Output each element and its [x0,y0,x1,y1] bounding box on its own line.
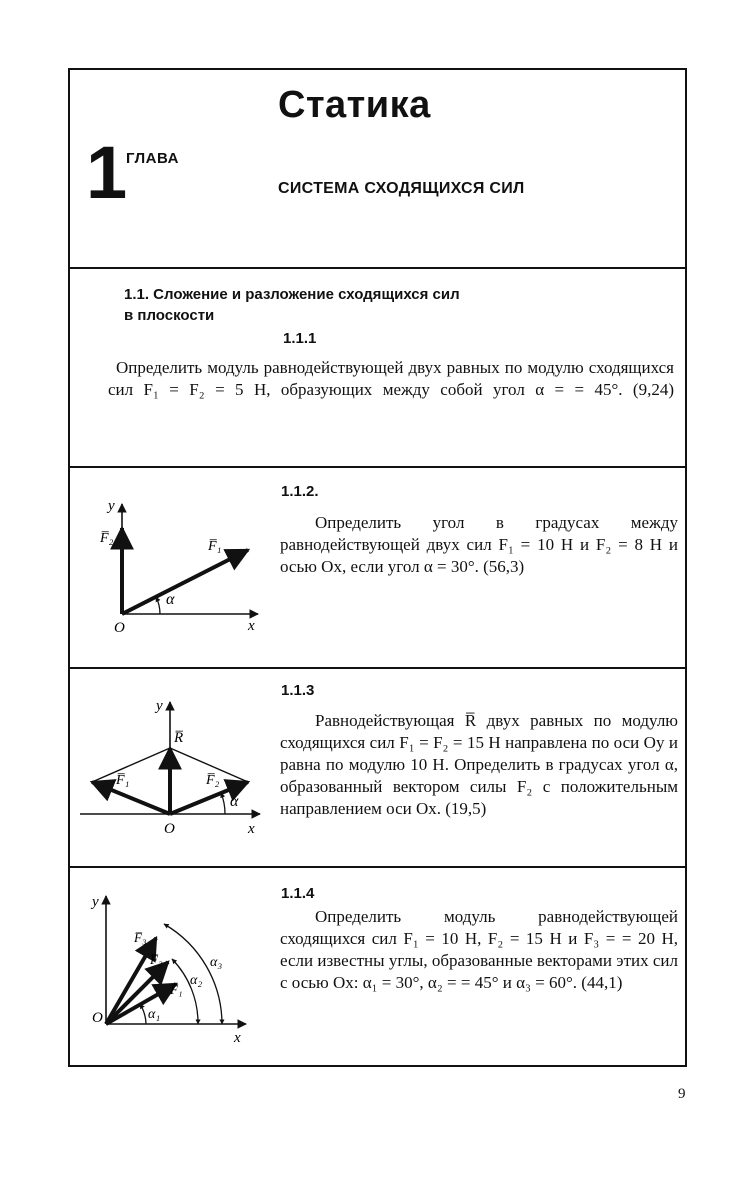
chapter-label: ГЛАВА [126,150,179,167]
f1-label: F̅₁ [208,539,222,554]
alpha-label: α [230,793,239,810]
problem-number-1-1-2: 1.1.2. [281,483,319,500]
chapter-title: СИСТЕМА СХОДЯЩИХСЯ СИЛ [278,180,525,197]
divider-1-1-2 [68,667,687,669]
parallelogram-left [92,748,170,782]
origin-label: O [164,821,175,837]
figure-1-1-3 [80,690,270,845]
problem-text-1-1-4: Определить модуль равнодействующей сходящихся сил F₁ = 10 Н, F₂ = 15 Н и F₃ = = 20 Н, если известны углы, образованные векторами этих сил с осью Ox: α₁ = 30°, α₂ = = 45° и α₃ = 60°. (44,1) [280,907,678,992]
x-label: x [234,1030,241,1044]
problem-text-1-1-3: Равнодействующая R̅ двух равных по модулю сходящихся сил F₁ = F₂ = 15 Н направлена по оси Oy и равна по модулю 10 Н. Определить в градусах угол α, образованный вектором силы F₂ с положительным направлением оси Ox. (19,5) [280,711,678,818]
y-label: y [156,698,163,714]
problem-number-1-1-1: 1.1.1 [283,330,317,347]
alpha-label: α [166,591,175,608]
a2-label: α₂ [190,973,203,988]
chapter-number: 1 [86,131,128,214]
a1-label: α₁ [148,1007,161,1022]
f1-label: F̅₁ [116,773,130,788]
f3-label: F̅₃ [134,930,147,945]
angle-a1-arc [140,1004,146,1024]
section-heading [124,284,460,326]
problem-number-1-1-3: 1.1.3 [281,682,315,699]
angle-alpha-arc [221,793,225,814]
problem-text-1-1-2: Определить угол в градусах между равнодействующей двух сил F₁ = 10 Н и F₂ = 8 Н и осью Ox, если угол α = 30°. (56,3) [280,513,678,576]
x-label: x [248,618,255,634]
divider-chapter [68,267,687,269]
figure-1-1-4 [86,884,261,1049]
y-label: y [92,894,99,910]
r-label: R̅ [174,730,184,746]
y-label: y [108,498,115,514]
f2-label: F̅₂ [100,531,114,546]
origin-label: O [114,620,125,636]
f1-label: F̅₁ [170,982,183,997]
part-title: Статика [278,84,431,126]
problem-text-1-1-1: Определить модуль равнодействующей двух равных по модулю сходящихся сил F₁ = F₂ = 5 Н, образующих между собой угол α = = 45°. (9,24) [108,358,674,399]
page-number: 9 [678,1086,686,1102]
section-heading-line1: 1.1. Сложение и разложение сходящихся сил [124,286,460,303]
divider-1-1-1 [68,466,687,468]
figure-1-1-2 [88,490,268,645]
divider-1-1-3 [68,866,687,868]
problem-number-1-1-4: 1.1.4 [281,885,315,902]
vector-f1 [122,550,248,614]
a3-label: α₃ [210,955,223,970]
section-heading-line2: в плоскости [124,307,215,324]
x-label: x [248,821,255,837]
vector-f1 [92,782,170,814]
f2-label: F̅₂ [206,773,220,788]
origin-label: O [92,1010,103,1026]
f2-label: F̅₂ [150,952,163,967]
angle-alpha-arc [156,597,160,614]
